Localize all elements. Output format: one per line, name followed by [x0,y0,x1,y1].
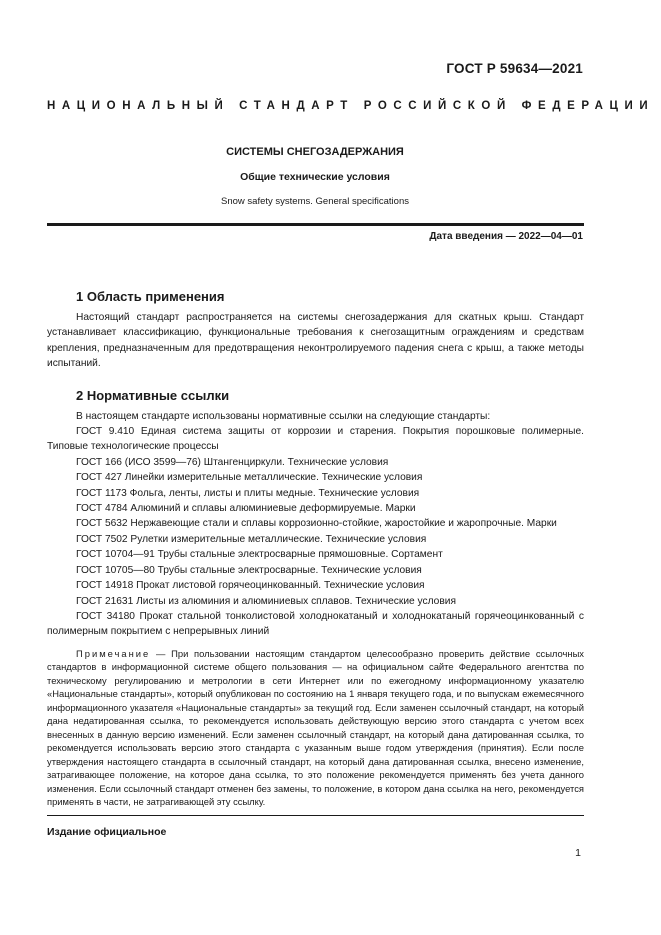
note-text: — При пользовании настоящим стандартом целесообразно проверить действие ссылочных стандартов в информационной системе общего пользования — на официальном сайте Федерального агентства по техническому регулированию и метрологии в сети Интернет или по ежегодному информационному указателю «Национальные стандарты», который опубликован по состоянию на 1 января текущего года, и по выпускам ежемесячного информационного указателя «Национальные стандарты» за текущий год. Если заменен ссылочный стандарт, на который дана недатированная ссылка, то рекомендуется использовать действующую версию этого стандарта с учетом всех внесенных в данную версию изменений. Если заменен ссылочный стандарт, на который дана датированная ссылка, то рекомендуется использовать версию этого стандарта с указанным выше годом утверждения (принятия). Если после утверждения настоящего стандарта в ссылочный стандарт, на который дана датированная ссылка, внесено изменение, затрагивающее положение, на которое дана ссылка, то это положение рекомендуется применять без учета данного изменения. Если ссылочный стандарт отменен без замены, то положение, в котором дана ссылка на него, рекомендуется применять в части, не затрагивающей эту ссылку. [47,647,584,808]
reference-intro: В настоящем стандарте использованы нормативные ссылки на следующие стандарты: [76,410,491,422]
section-1-heading: 1 Область применения [76,289,225,304]
reference-item: ГОСТ 21631 Листы из алюминия и алюминиевых сплавов. Технические условия [76,595,456,607]
reference-item: ГОСТ 34180 Прокат стальной тонколистовой холоднокатаный и холоднокатаный горячеоцинкованный с полимерным покрытием с непрерывных линий [47,610,584,638]
section-2-heading: 2 Нормативные ссылки [76,387,230,403]
reference-item: ГОСТ 14918 Прокат листовой горячеоцинкованный. Технические условия [76,580,425,592]
section-1-text: Настоящий стандарт распространяется на системы снегозадержания для скатных крыш. Стандарт устанавливает классификацию, функциональные требования к снегозащитным ограждениям и средствам крепления, предназначенным для предотвращения неконтролируемого падения снега с крыш, а также методы испытаний. [47,312,584,370]
note-label: Примечание [76,647,151,659]
reference-item: ГОСТ 427 Линейки измерительные металлические. Технические условия [76,472,423,484]
standard-title: СИСТЕМЫ СНЕГОЗАДЕРЖАНИЯ [226,146,404,158]
references-note [47,647,584,809]
reference-item: ГОСТ 1173 Фольга, ленты, листы и плиты медные. Технические условия [76,487,420,499]
introduction-date: Дата введения — 2022—04—01 [429,231,583,242]
reference-item: ГОСТ 9.410 Единая система защиты от коррозии и старения. Покрытия порошковые полимерные. Типовые технологические процессы [47,426,584,453]
footer-divider [47,815,584,816]
document-body [47,289,584,818]
document-number: ГОСТ Р 59634—2021 [446,61,583,76]
header-divider [47,223,584,226]
standard-subtitle: Общие технические условия [240,171,390,183]
standard-english-title: Snow safety systems. General specifications [221,196,409,207]
reference-item: ГОСТ 166 (ИСО 3599—76) Штангенциркули. Технические условия [76,456,389,468]
reference-item: ГОСТ 5632 Нержавеющие стали и сплавы коррозионно-стойкие, жаростойкие и жаропрочные. Марки [76,518,557,530]
national-standard-title: НАЦИОНАЛЬНЫЙ СТАНДАРТ РОССИЙСКОЙ ФЕДЕРАЦИИ [47,100,655,112]
reference-item: ГОСТ 4784 Алюминий и сплавы алюминиевые деформируемые. Марки [76,503,416,515]
reference-item: ГОСТ 10705—80 Трубы стальные электросварные. Технические условия [76,564,422,576]
normative-references-list [47,409,584,640]
page-number: 1 [575,847,581,859]
reference-item: ГОСТ 10704—91 Трубы стальные электросварные прямошовные. Сортамент [76,549,443,561]
reference-item: ГОСТ 7502 Рулетки измерительные металлические. Технические условия [76,533,427,545]
official-edition-label: Издание официальное [47,826,167,838]
